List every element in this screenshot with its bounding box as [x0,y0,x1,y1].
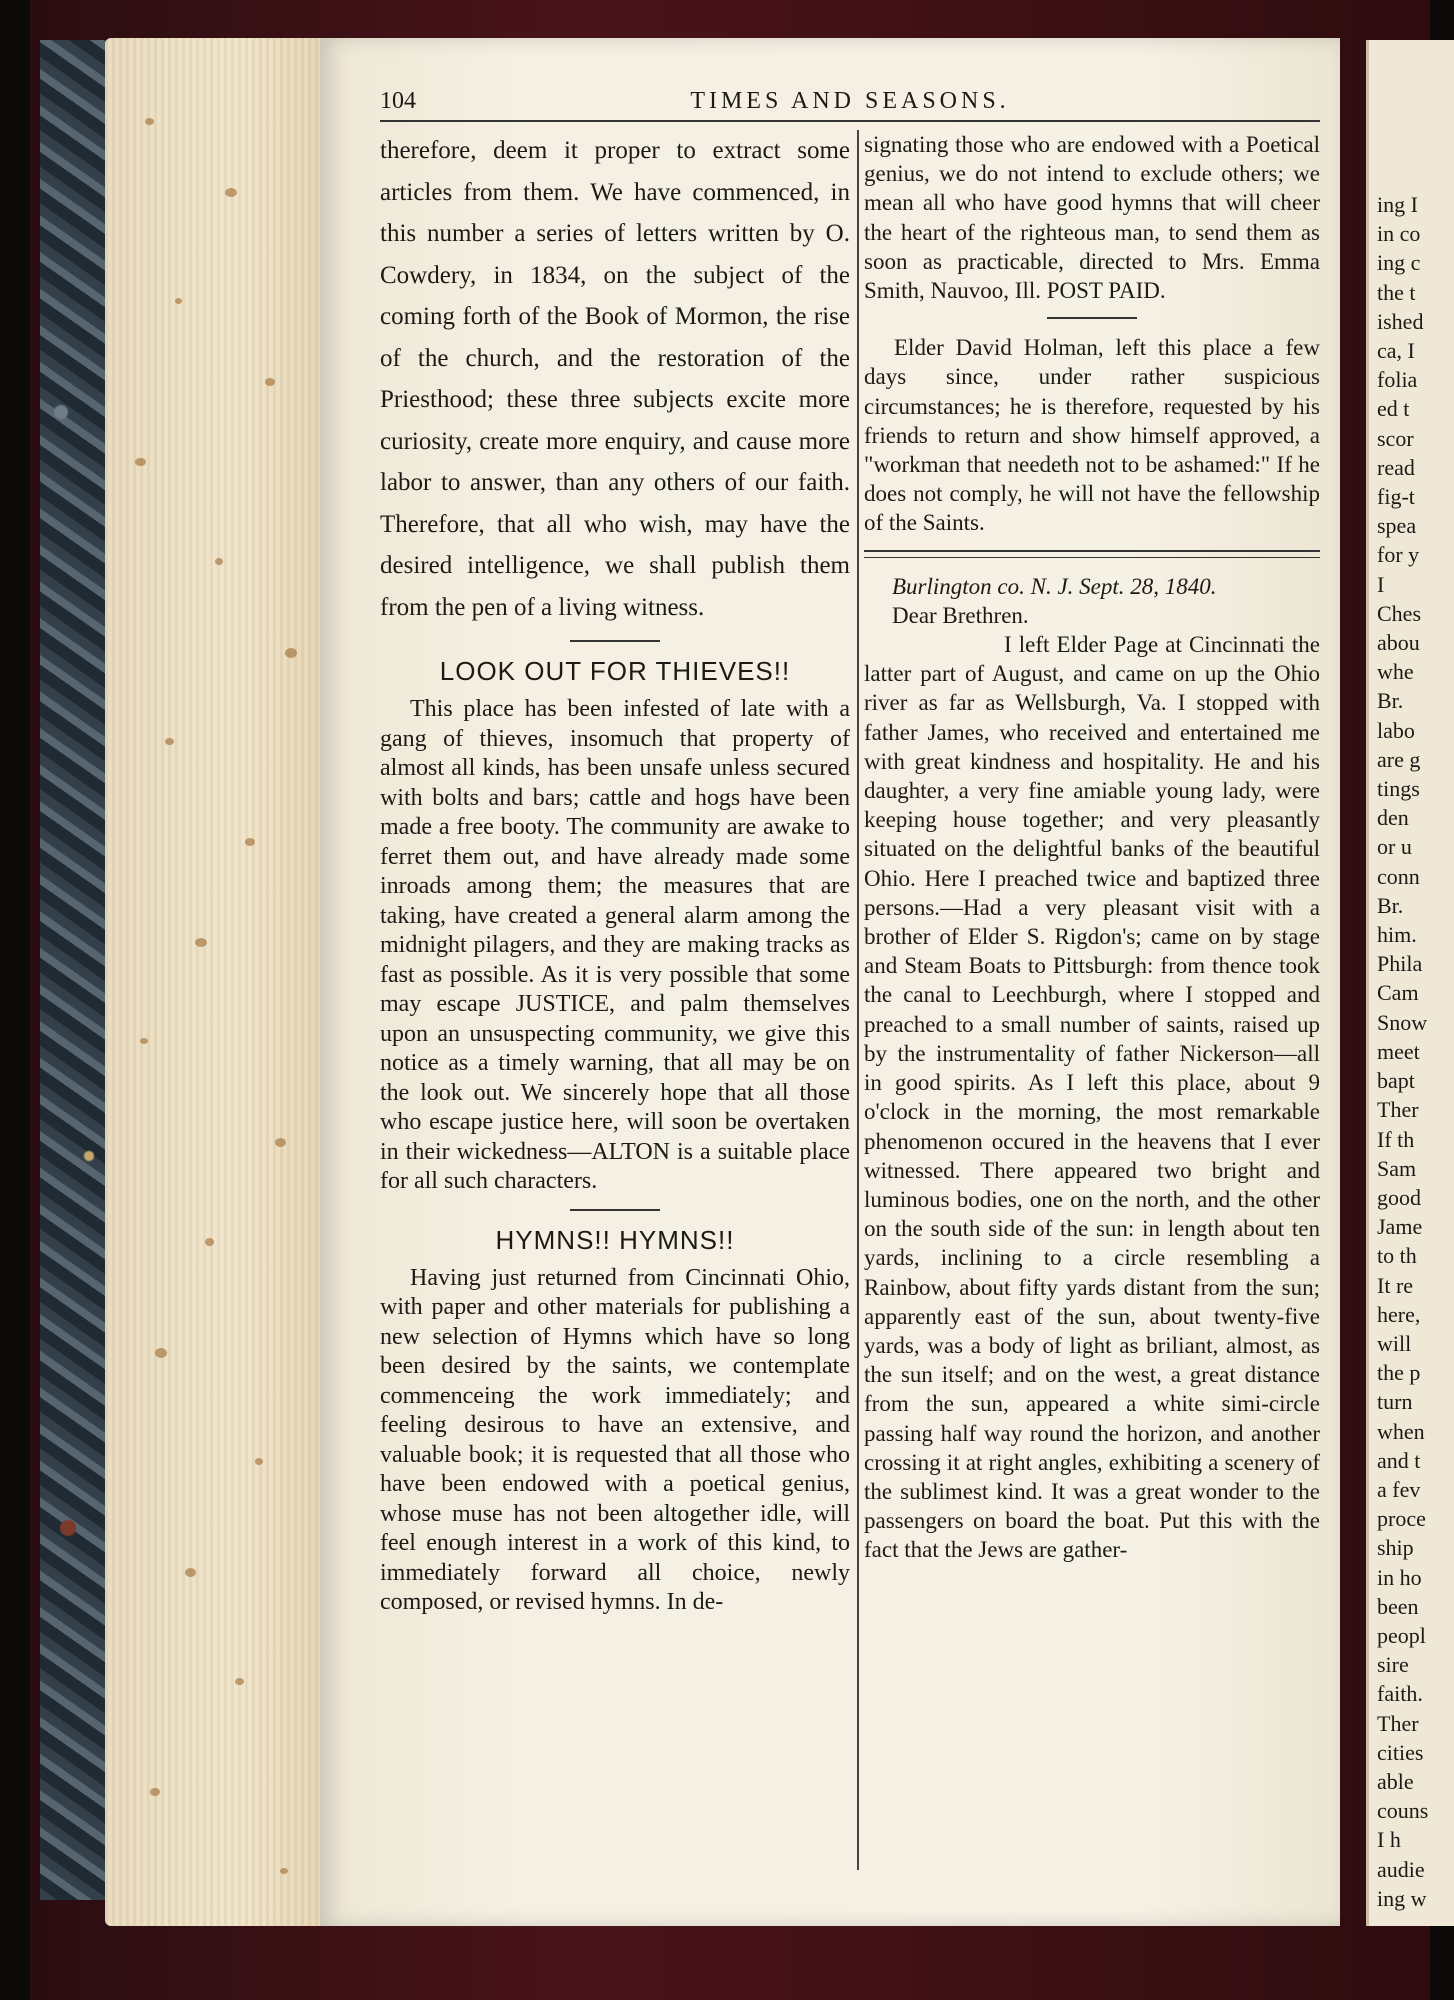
next-page-fragment: faith. [1377,1681,1423,1707]
section-divider [1047,317,1137,319]
next-page-fragment: the t [1377,279,1416,305]
next-page-fragment: Br. [1377,892,1404,918]
next-page-fragment: are g [1377,746,1421,772]
next-page-fragment: Ches [1377,600,1421,626]
next-page-fragment: in ho [1377,1564,1422,1590]
next-page-fragment: a fev [1377,1476,1421,1502]
next-page-fragment: ship [1377,1535,1414,1561]
section-divider [570,1209,660,1211]
next-page-fragment: audie [1377,1856,1425,1882]
next-page-fragment: for y [1377,542,1420,568]
next-page-fragment: him. [1377,922,1417,948]
page-number: 104 [380,88,416,114]
holman-notice: Elder David Holman, left this place a few days since, under rather suspicious circumstances; he is therefore, requested by his friends to return and show himself approved, a "workman that needeth not to be ashamed:" If he does not comply, he will not have the fellowship of the Saints. [864,335,1320,536]
hymns-heading: HYMNS!! HYMNS!! [495,1224,735,1255]
next-page-fragment: conn [1377,863,1420,889]
next-page-fragment: spea [1377,513,1417,539]
letter-salutation: Dear Brethren. [892,602,1029,628]
next-page-fragment: couns [1377,1798,1429,1824]
running-title: TIMES AND SEASONS. [690,88,1010,114]
next-page-fragment: proce [1377,1506,1426,1532]
page-header [380,84,1320,122]
next-page-fragment: good [1377,1184,1421,1210]
next-page-fragment: Phila [1377,951,1423,977]
double-divider [864,550,1320,558]
next-page-fragment: scor [1377,425,1414,451]
next-page-fragment: folia [1377,367,1418,393]
next-page-fragment: ca, I [1377,338,1415,364]
next-page-fragment: sire [1377,1652,1409,1678]
intro-paragraph: therefore, deem it proper to extract some articles from them. We have commenced, in this number a series of letters written by O. Cowdery, in 1834, on the subject of the coming forth of the Book of Mormon, the rise of the church, and the restoration of the Priesthood; these three subjects excite more curiosity, create more enquiry, and cause more labor to answer, than any others of our faith. Therefore, that all who wish, may have the desired intelligence, we shall publish them from the pen of a living witness. [380,137,850,621]
next-page-fragment: Jame [1377,1214,1423,1240]
next-page-fragment: peopl [1377,1622,1426,1648]
next-page-fragment: I h [1377,1827,1401,1853]
next-page-fragment: cities [1377,1739,1424,1765]
next-page-fragment: the p [1377,1360,1421,1386]
next-page-fragment: It re [1377,1272,1414,1298]
next-page-fragment: Ther [1377,1710,1419,1736]
next-page-fragment: Ther [1377,1097,1419,1123]
next-page-fragment: to th [1377,1243,1417,1269]
next-page-fragment: ing I [1377,192,1418,217]
letter-paragraph: I left Elder Page at Cincinnati the latter part of August, and came on up the Ohio river as far as Wellsburgh, Va. I stopped with father James, who received and entertained me with great kindness and hospitality. He and his daughter, a very fine amiable young lady, were keeping house together; and very pleasantly situated on the delightful banks of the beautiful Ohio. Here I preached twice and baptized three persons.—Had a very pleasant visit with a brother of Elder S. Rigdon's; came on by stage and Steam Boats to Pittsburgh: from thence took the canal to Leechburgh, where I stopped and preached to a small number of saints, raised up by the instrumentality of father Nickerson—all in good spirits. As I left this place, about 9 o'clock in the morning, the most remarkable phenomenon occured in the heavens that I ever witnessed. There appeared two bright and luminous bodies, one on the north, and the other on the south side of the sun: in length about ten yards, inclining to a circle resembling a Rainbow, about fifty yards distant from the sun; apparently east of the sun, about twenty-five yards, was a body of light as briliant, almost, as the sun itself; and on the west, a great distance from the sun, appeared a white simi-circle passing half way round the horizon, and another crossing it at right angles, exhibiting a scenery of the sublimest kind. It was a great wonder to the passengers on board the boat. Put this with the fact that the Jews are gather- [864,632,1320,1563]
next-page-fragment: labo [1377,717,1415,743]
next-page-fragment: when [1377,1418,1425,1444]
next-page-fragment: and t [1377,1447,1421,1473]
next-page-fragment: been [1377,1593,1419,1619]
next-page-fragment: bapt [1377,1068,1415,1094]
next-page-fragment: Cam [1377,980,1419,1006]
next-page-fragment: turn [1377,1389,1413,1415]
page-edge [105,38,325,1926]
left-column [380,130,850,1890]
next-page-fragment: in co [1377,221,1421,247]
hymns-continued-paragraph: signating those who are endowed with a Poetical genius, we do not intend to exclude others; we mean all who have good hymns that will cheer the heart of the righteous man, to send them as soon as practicable, directed to Mrs. Emma Smith, Nauvoo, Ill. POST PAID. [864,132,1320,304]
right-column [864,130,1320,1890]
next-page-fragment: Sam [1377,1155,1417,1181]
next-page-fragment: ed t [1377,396,1410,422]
next-page-edge [1366,40,1454,1926]
next-page-text [1377,190,1428,1913]
next-page-fragment: here, [1377,1301,1421,1327]
next-page-fragment: Snow [1377,1009,1428,1035]
next-page-fragment: will [1377,1330,1412,1356]
next-page-fragment: tings [1377,776,1420,802]
hymns-paragraph: Having just returned from Cincinnati Ohio, with paper and other materials for publishing a new selection of Hymns which have so long been desired by the saints, we contemplate commenceing the work immediately; and feeling desirous to have an extensive, and valuable book; it is requested that all those who have been endowed with a poetical genius, whose muse has not been altogether idle, will feel enough interest in a work of this kind, to immediately forward all choice, newly composed, or revised hymns. In de- [380,1264,850,1615]
letter-dateline: Burlington co. N. J. Sept. 28, 1840. [892,573,1217,599]
next-page-fragment: Br. [1377,688,1404,714]
next-page-fragment: ing w [1377,1885,1427,1911]
marbled-endpaper [40,40,110,1900]
next-page-fragment: meet [1377,1038,1420,1064]
next-page-fragment: whe [1377,659,1414,685]
next-page-fragment: able [1377,1768,1414,1794]
next-page-fragment: read [1377,454,1415,480]
next-page-fragment: ished [1377,308,1424,334]
next-page-fragment: If th [1377,1126,1415,1152]
next-page-fragment: fig-t [1377,484,1415,510]
next-page-fragment: ing c [1377,250,1421,276]
column-rule [857,130,859,1870]
thieves-heading: LOOK OUT FOR THIEVES!! [439,656,791,686]
next-page-fragment: or u [1377,834,1412,860]
next-page-fragment: den [1377,805,1409,831]
section-divider [570,640,660,642]
next-page-fragment: abou [1377,630,1420,656]
thieves-paragraph: This place has been infested of late with a gang of thieves, insomuch that property of almost all kinds, has been unsafe unless secured with bolts and bars; cattle and hogs have been made a free booty. The community are awake to ferret them out, and have already made some inroads among them; the measures that are taking, have created a general alarm among the midnight pilagers, and they are making tracks as fast as possible. As it is very possible that some may escape JUSTICE, and palm themselves upon an unsuspecting community, we give this notice as a timely warning, that all may be on the look out. We sincerely hope that all those who escape justice here, will soon be overtaken in their wickedness—ALTON is a suitable place for all such characters. [380,696,850,1194]
next-page-fragment: I [1377,571,1385,597]
